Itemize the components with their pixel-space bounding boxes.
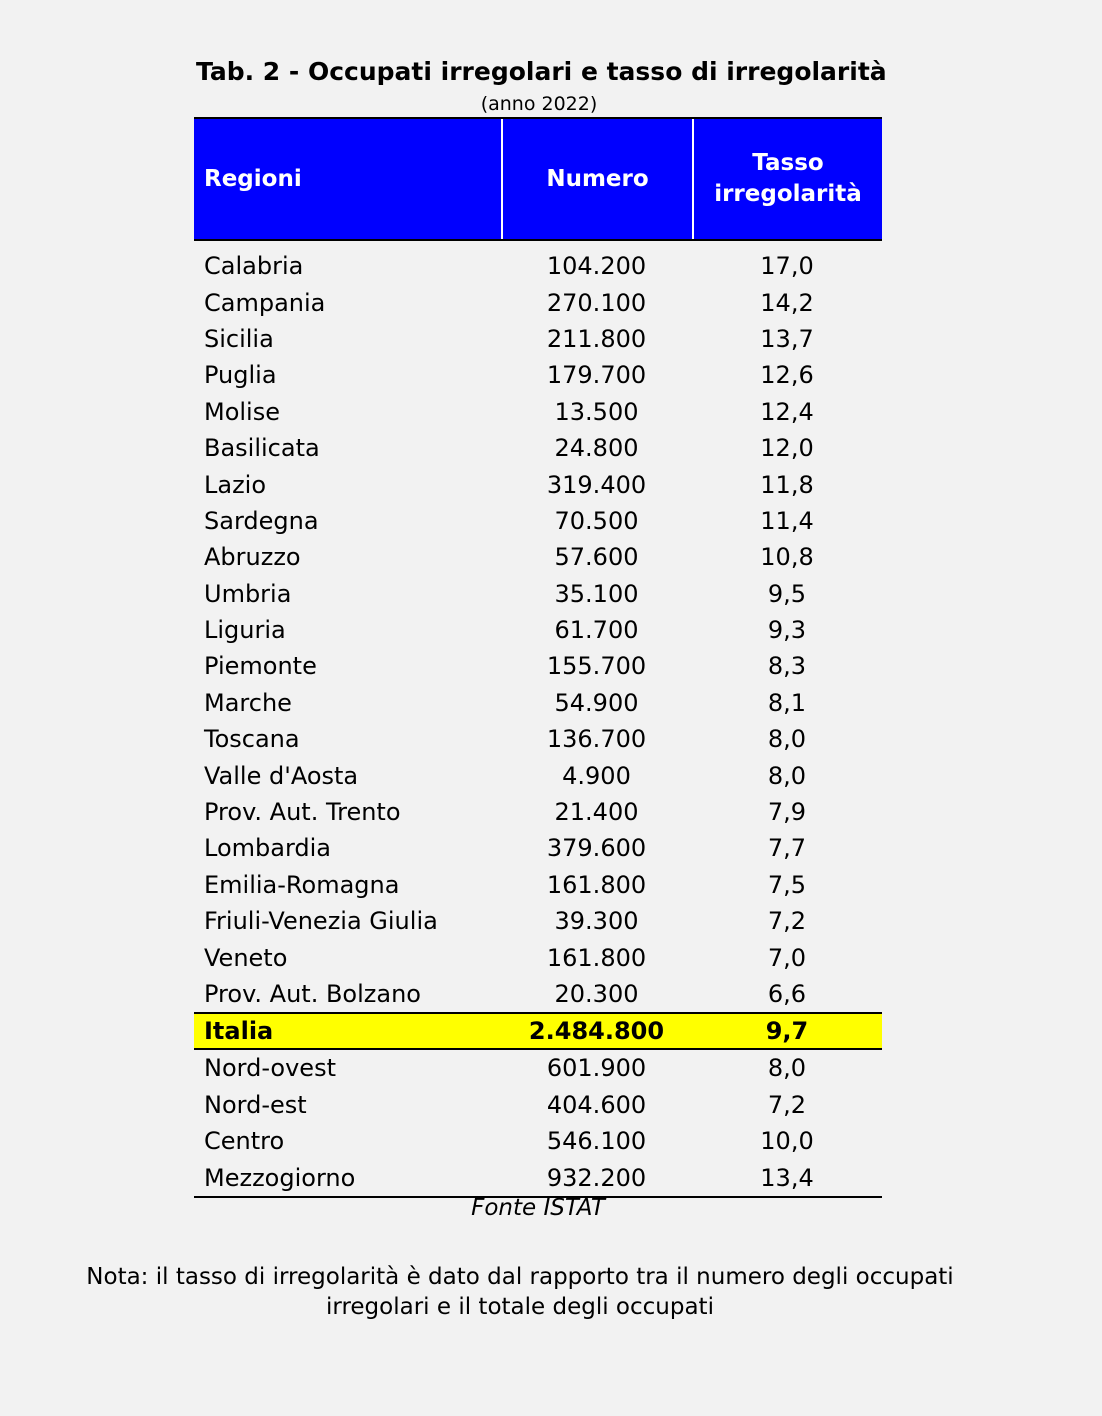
table-row [194,394,882,430]
cell-numero: 379.600 [546,834,647,863]
table-row [194,466,882,502]
cell-numero: 61.700 [554,616,639,645]
cell-tasso: 12,4 [760,397,814,426]
cell-regione: Veneto [204,943,288,972]
table-row [194,685,882,721]
cell-numero: 39.300 [554,907,639,936]
cell-regione: Mezzogiorno [204,1163,356,1192]
total-tasso: 9,7 [765,1017,809,1046]
total-regione: Italia [204,1017,274,1046]
cell-tasso: 9,3 [767,616,807,645]
header-tasso-line1: Tasso [752,150,824,176]
cell-numero: 179.700 [546,361,647,390]
cell-regione: Toscana [204,725,300,754]
table-row [194,539,882,575]
area-row [194,1087,882,1123]
cell-regione: Marche [204,688,292,717]
table-row [194,248,882,284]
table-row [194,284,882,320]
cell-regione: Valle d'Aosta [204,761,359,790]
cell-tasso: 11,4 [760,506,814,535]
footnote-line2: irregolari e il totale degli occupati [326,1294,714,1320]
cell-tasso: 12,6 [760,361,814,390]
table-row [194,430,882,466]
table-row [194,757,882,793]
table-body [194,241,882,1012]
data-table [194,117,882,1198]
cell-tasso: 8,0 [767,761,807,790]
cell-tasso: 6,6 [767,980,807,1008]
cell-numero: 319.400 [546,470,647,499]
cell-regione: Liguria [204,616,286,645]
cell-numero: 57.600 [554,543,639,572]
cell-regione: Nord-ovest [204,1054,336,1083]
cell-regione: Piemonte [204,652,317,681]
cell-regione: Calabria [204,252,304,281]
area-row [194,1050,882,1086]
cell-numero: 104.200 [546,252,647,281]
cell-tasso: 14,2 [760,288,814,317]
cell-numero: 70.500 [554,506,639,535]
table-row [194,867,882,903]
cell-numero: 404.600 [546,1090,647,1119]
table-row [194,503,882,539]
cell-regione: Centro [204,1127,285,1156]
cell-numero: 270.100 [546,288,647,317]
cell-regione: Lombardia [204,834,332,863]
cell-tasso: 7,0 [767,943,807,972]
cell-tasso: 8,1 [767,688,807,717]
cell-numero: 932.200 [546,1163,647,1192]
cell-regione: Prov. Aut. Bolzano [204,980,421,1008]
cell-tasso: 11,8 [760,470,814,499]
cell-regione: Molise [204,397,280,426]
cell-tasso: 13,7 [760,324,814,353]
cell-regione: Prov. Aut. Trento [204,798,401,827]
cell-tasso: 7,2 [767,1090,807,1119]
cell-numero: 24.800 [554,434,639,463]
cell-numero: 21.400 [554,798,639,827]
cell-tasso: 8,0 [767,1054,807,1083]
cell-regione: Sicilia [204,324,274,353]
cell-tasso: 7,7 [767,834,807,863]
cell-numero: 136.700 [546,725,647,754]
cell-regione: Basilicata [204,434,320,463]
footnote-line1: Nota: il tasso di irregolarità è dato dal rapporto tra il numero degli occupati [86,1264,954,1290]
source-note: Fonte ISTAT [471,1195,605,1221]
table-row [194,939,882,975]
footnote [0,1262,1040,1322]
table-row [194,830,882,866]
total-numero: 2.484.800 [528,1017,665,1046]
cell-regione: Abruzzo [204,543,301,572]
table-row [194,648,882,684]
cell-numero: 546.100 [546,1127,647,1156]
cell-tasso: 7,5 [767,870,807,899]
cell-regione: Emilia-Romagna [204,870,400,899]
cell-tasso: 12,0 [760,434,814,463]
cell-numero: 601.900 [546,1054,647,1083]
table-row [194,357,882,393]
header-regioni: Regioni [194,119,501,239]
cell-tasso: 8,0 [767,725,807,754]
cell-numero: 54.900 [554,688,639,717]
table-subtitle: (anno 2022) [480,93,598,115]
cell-numero: 13.500 [554,397,639,426]
cell-numero: 4.900 [562,761,631,790]
area-row [194,1123,882,1159]
table-row [194,903,882,939]
table-row [194,612,882,648]
table-row [194,321,882,357]
cell-tasso: 7,9 [767,798,807,827]
cell-tasso: 10,8 [760,543,814,572]
cell-tasso: 7,2 [767,907,807,936]
cell-numero: 20.300 [554,980,639,1008]
cell-numero: 161.800 [546,943,647,972]
total-row [194,1012,882,1050]
cell-tasso: 8,3 [767,652,807,681]
cell-regione: Umbria [204,579,292,608]
cell-numero: 35.100 [554,579,639,608]
cell-tasso: 17,0 [760,252,814,281]
area-row [194,1159,882,1197]
cell-tasso: 13,4 [760,1163,814,1192]
cell-numero: 161.800 [546,870,647,899]
table-header [194,117,882,241]
cell-tasso: 10,0 [760,1127,814,1156]
header-tasso-line2: irregolarità [714,181,862,207]
table-row [194,976,882,1012]
table-row [194,794,882,830]
cell-regione: Sardegna [204,506,319,535]
table-title: Tab. 2 - Occupati irregolari e tasso di irregolarità [196,57,887,86]
table-row [194,576,882,612]
cell-regione: Nord-est [204,1090,307,1119]
cell-regione: Campania [204,288,326,317]
cell-tasso: 9,5 [767,579,807,608]
cell-regione: Lazio [204,470,267,499]
header-tasso [694,119,882,239]
cell-regione: Puglia [204,361,277,390]
areas-body [194,1050,882,1198]
cell-numero: 155.700 [546,652,647,681]
cell-numero: 211.800 [546,324,647,353]
cell-regione: Friuli-Venezia Giulia [204,907,438,936]
header-numero: Numero [503,119,692,239]
table-row [194,721,882,757]
